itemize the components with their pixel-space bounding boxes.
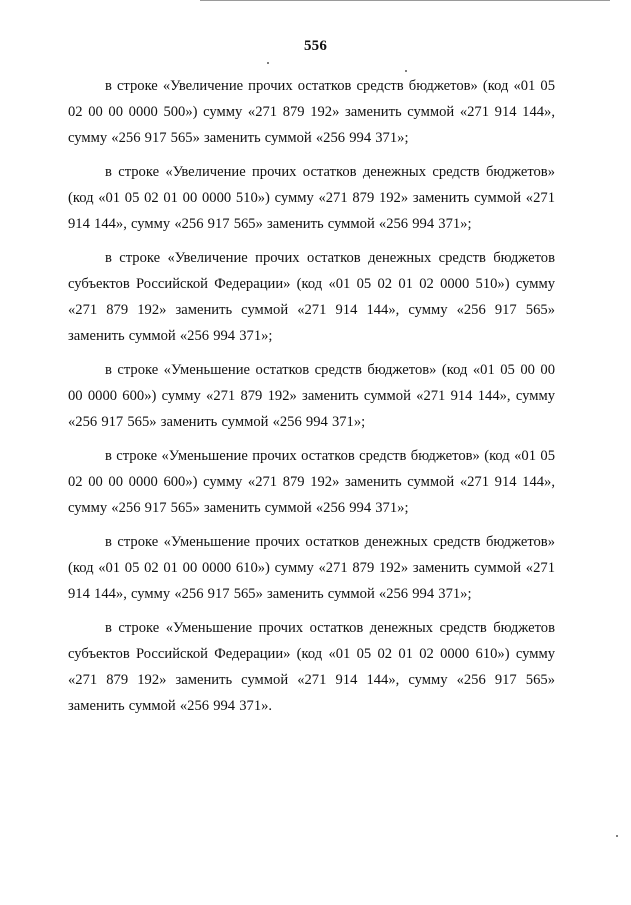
paragraph: в строке «Уменьшение прочих остатков средств бюджетов» (код «01 05 02 00 00 0000 600») сумму «271 879 192» заменить суммой «271 914 144», сумму «256 917 565» заменить суммой «256 994 371»; xyxy=(68,448,555,516)
scan-top-border xyxy=(200,0,610,1)
scan-speck xyxy=(616,835,618,837)
paragraph: в строке «Увеличение прочих остатков денежных средств бюджетов субъектов Российской Федерации» (код «01 05 02 01 02 0000 510») сумму «271 879 192» заменить суммой «271 914 144», сумму «256 917 565» заменить суммой «256 994 371»; xyxy=(68,250,555,344)
paragraph: в строке «Уменьшение остатков средств бюджетов» (код «01 05 00 00 00 0000 600») сумму «271 879 192» заменить суммой «271 914 144», сумму «256 917 565» заменить суммой «256 994 371»; xyxy=(68,362,555,430)
paragraph: в строке «Увеличение прочих остатков средств бюджетов» (код «01 05 02 00 00 0000 500») сумму «271 879 192» заменить суммой «271 914 144», сумму «256 917 565» заменить суммой «256 994 371»; xyxy=(68,78,555,146)
paragraph: в строке «Увеличение прочих остатков денежных средств бюджетов» (код «01 05 02 01 00 0000 510») сумму «271 879 192» заменить суммой «271 914 144», сумму «256 917 565» заменить суммой «256 994 371»; xyxy=(68,164,555,232)
paragraph: в строке «Уменьшение прочих остатков денежных средств бюджетов» (код «01 05 02 01 00 0000 610») сумму «271 879 192» заменить суммой «271 914 144», сумму «256 917 565» заменить суммой «256 994 371»; xyxy=(68,534,555,602)
document-body xyxy=(68,73,555,727)
paragraph: в строке «Уменьшение прочих остатков денежных средств бюджетов субъектов Российской Федерации» (код «01 05 02 01 02 0000 610») сумму «271 879 192» заменить суммой «271 914 144», сумму «256 917 565» заменить суммой «256 994 371». xyxy=(68,620,555,714)
scan-speck xyxy=(267,62,269,64)
page-number: 556 xyxy=(303,38,328,54)
scan-speck xyxy=(405,70,407,72)
